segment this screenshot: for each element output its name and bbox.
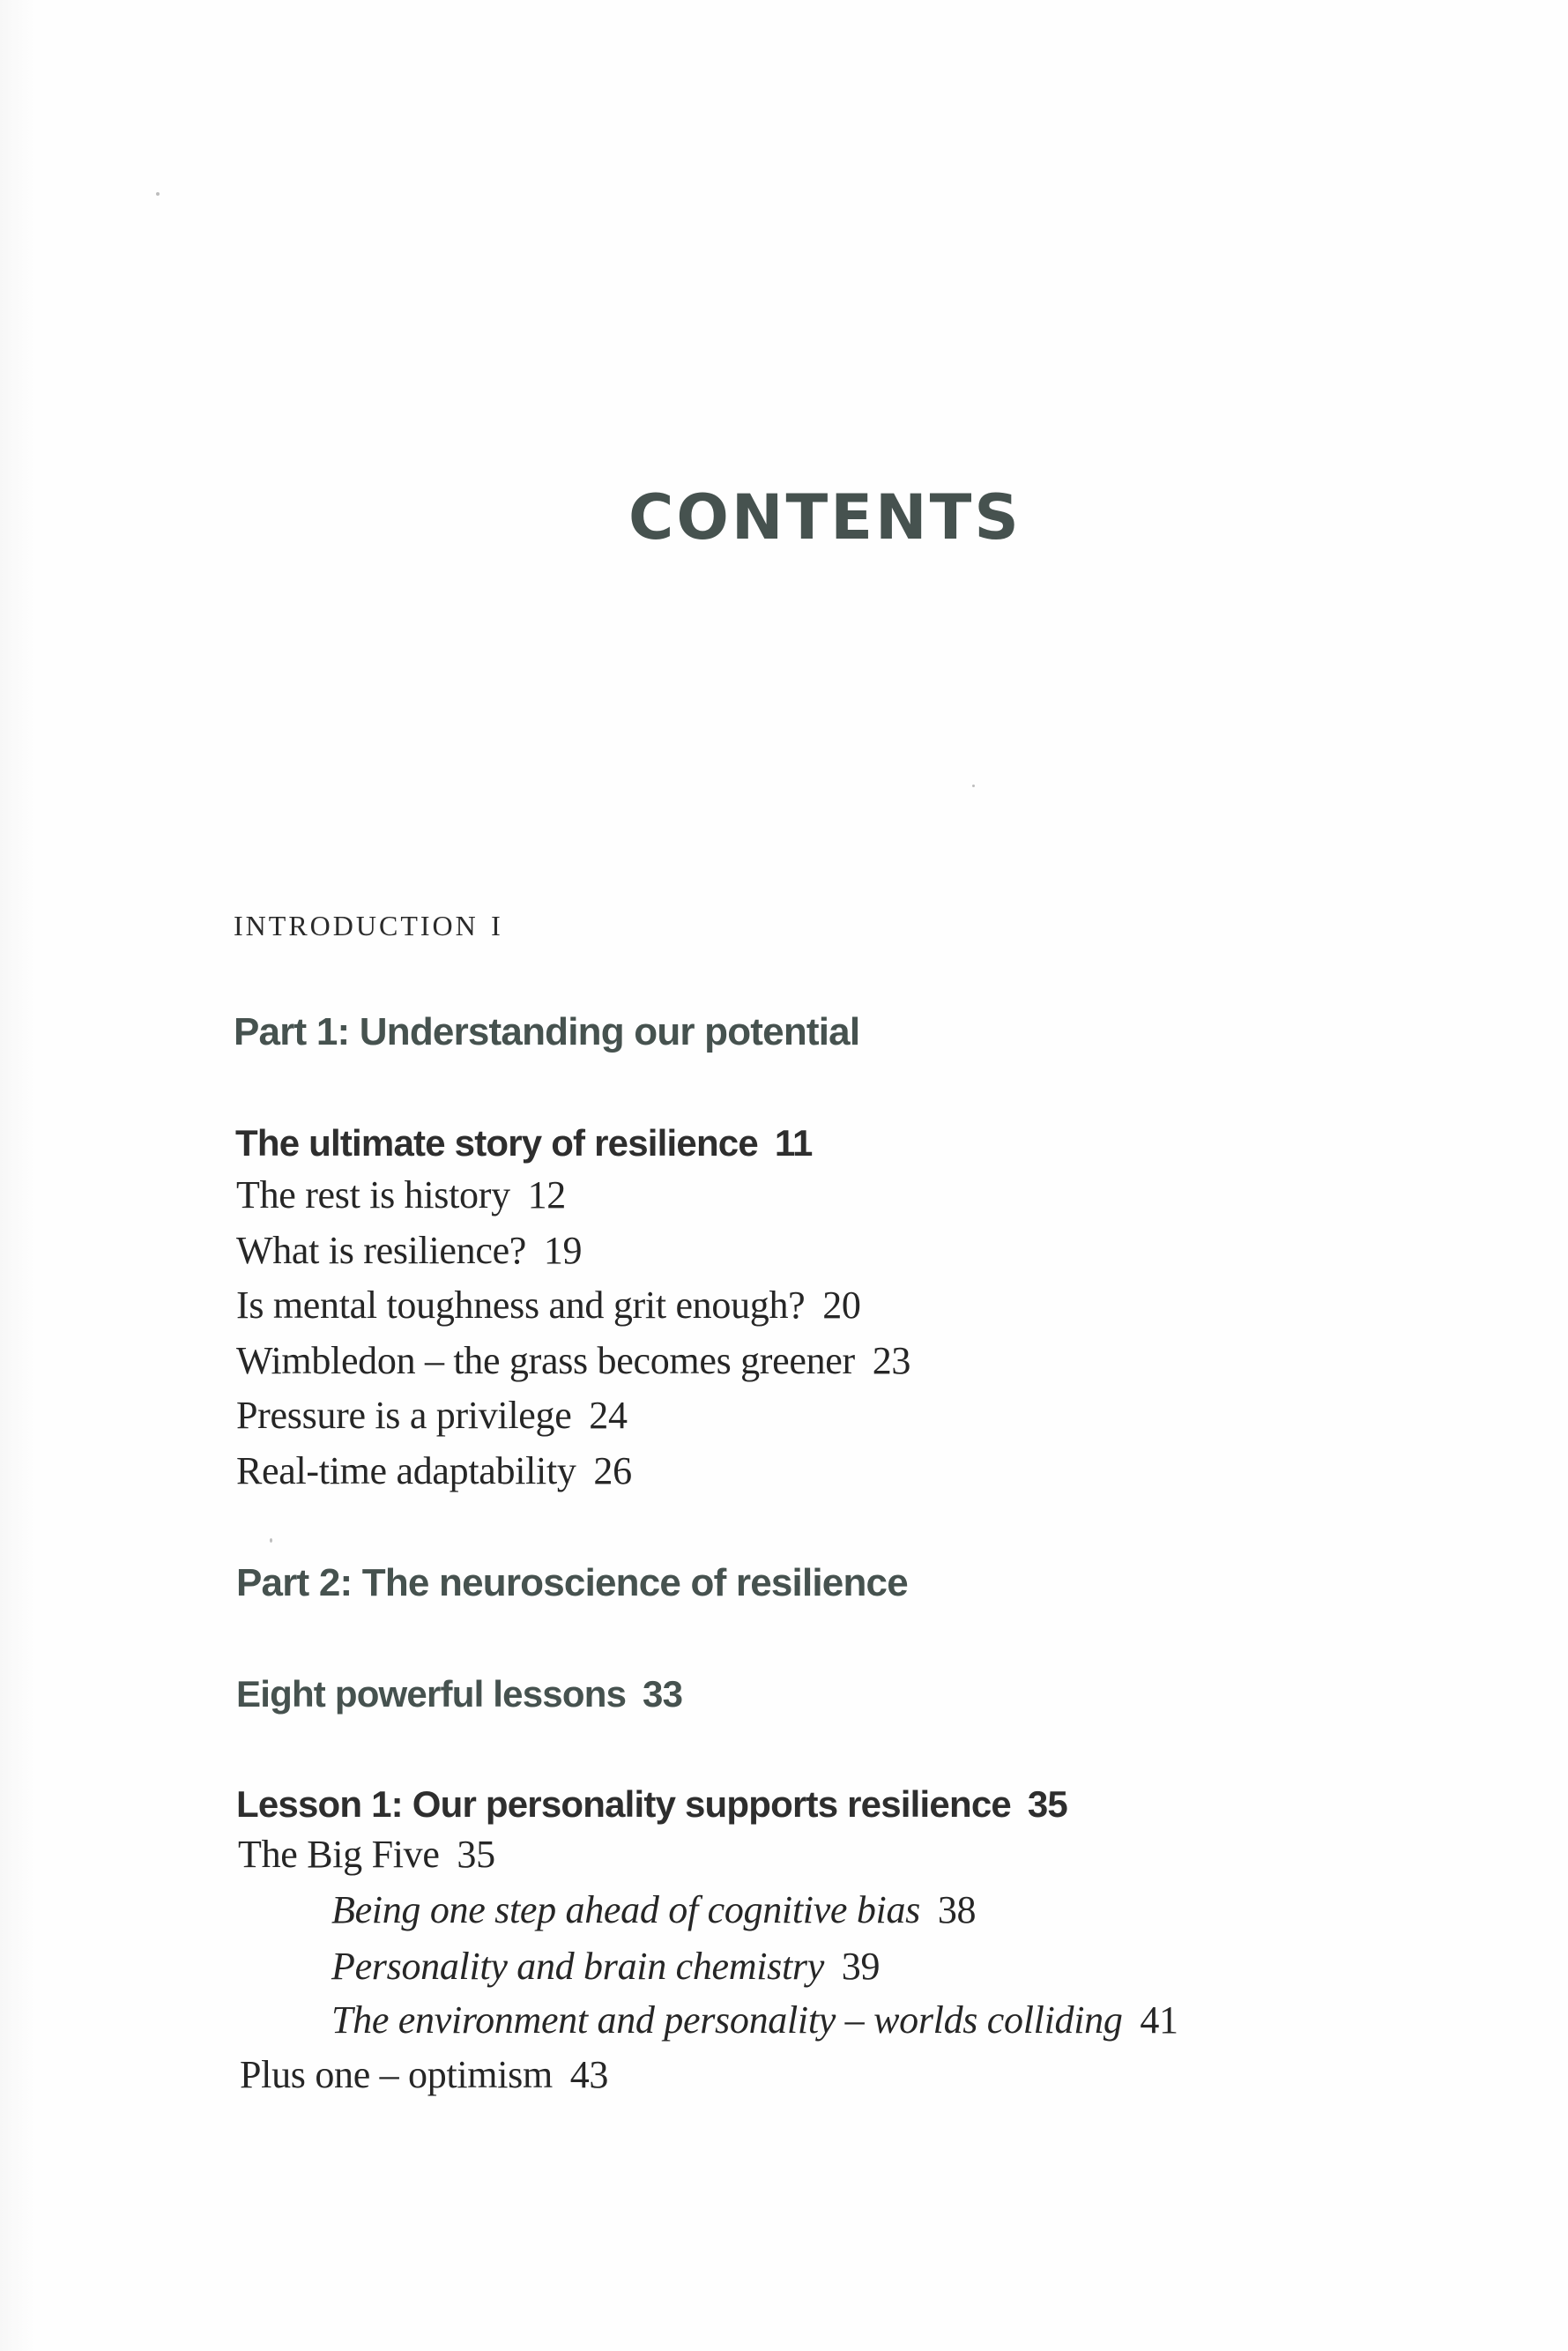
- toc-subsection-brain-chemistry[interactable]: [331, 1947, 880, 1986]
- toc-entry-label: Pressure is a privilege: [236, 1394, 572, 1437]
- toc-entry-label: What is resilience?: [236, 1229, 527, 1272]
- toc-page-number: 23: [872, 1339, 911, 1382]
- toc-page-number: 19: [543, 1229, 583, 1272]
- toc-page-number: 12: [527, 1173, 567, 1216]
- toc-chapter-eight-lessons[interactable]: [236, 1673, 683, 1715]
- toc-entry-label: Wimbledon – the grass becomes greener: [236, 1339, 855, 1382]
- toc-page-number: 26: [593, 1449, 632, 1492]
- toc-entry-label: Eight powerful lessons: [236, 1673, 627, 1715]
- toc-entry-label: The rest is history: [236, 1173, 510, 1216]
- toc-page-number: 35: [457, 1833, 495, 1876]
- toc-entry-introduction[interactable]: [234, 911, 503, 940]
- toc-entry-label: The Big Five: [238, 1833, 440, 1876]
- toc-page-number: 11: [774, 1122, 813, 1164]
- toc-chapter-lesson-1[interactable]: [236, 1783, 1067, 1825]
- toc-section-big-five[interactable]: [238, 1835, 495, 1874]
- toc-subsection-worlds-colliding[interactable]: [331, 1998, 1178, 2042]
- toc-page-number: 33: [643, 1673, 683, 1715]
- toc-section-rest-is-history[interactable]: [236, 1173, 567, 1216]
- toc-section-plus-one-optimism[interactable]: [240, 2053, 609, 2096]
- toc-entry-label: The ultimate story of resilience: [235, 1122, 758, 1164]
- toc-page-number: 39: [841, 1945, 881, 1988]
- toc-entry-label: Plus one – optimism: [240, 2053, 553, 2096]
- toc-page-number: 38: [937, 1888, 977, 1931]
- scan-speck: [270, 1538, 272, 1543]
- toc-page-number: 41: [1140, 1998, 1178, 2042]
- toc-page-number: 20: [822, 1283, 861, 1327]
- toc-part-1-heading[interactable]: [234, 1010, 860, 1053]
- toc-part-label: Part 1: Understanding our potential: [234, 1010, 860, 1053]
- toc-page-number: I: [491, 910, 503, 941]
- toc-entry-label: The environment and personality – worlds colliding: [331, 1998, 1123, 2042]
- toc-section-what-is-resilience[interactable]: [236, 1231, 582, 1270]
- page-title: CONTENTS: [628, 481, 1022, 554]
- toc-page-number: 24: [589, 1394, 628, 1437]
- toc-entry-label: Being one step ahead of cognitive bias: [331, 1888, 921, 1931]
- toc-entry-label: Lesson 1: Our personality supports resilience: [236, 1783, 1011, 1825]
- toc-chapter-ultimate-story[interactable]: [235, 1122, 813, 1164]
- toc-page-number: 43: [569, 2053, 609, 2096]
- toc-entry-label: Personality and brain chemistry: [331, 1945, 824, 1988]
- page-edge-shadow: [0, 0, 35, 2351]
- toc-section-pressure-privilege[interactable]: [236, 1396, 628, 1435]
- toc-page-number: 35: [1027, 1783, 1067, 1825]
- toc-section-real-time-adaptability[interactable]: [236, 1449, 632, 1492]
- toc-entry-label: Is mental toughness and grit enough?: [236, 1283, 806, 1327]
- toc-part-2-heading[interactable]: [236, 1561, 908, 1604]
- toc-section-mental-toughness[interactable]: [236, 1283, 861, 1327]
- toc-subsection-cognitive-bias[interactable]: [331, 1888, 977, 1931]
- toc-part-label: Part 2: The neuroscience of resilience: [236, 1561, 908, 1604]
- toc-entry-label: Real-time adaptability: [236, 1449, 576, 1492]
- toc-section-wimbledon[interactable]: [236, 1339, 911, 1382]
- toc-entry-label: INTRODUCTION: [234, 910, 479, 941]
- scan-speck: [972, 785, 975, 787]
- scan-speck: [156, 192, 160, 196]
